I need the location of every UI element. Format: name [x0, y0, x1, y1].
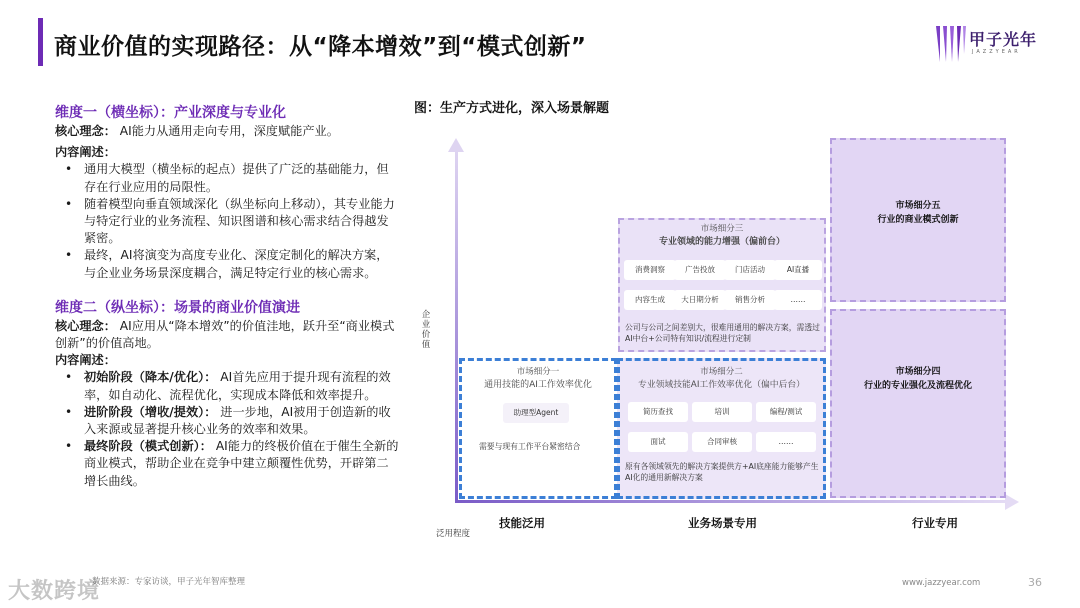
page-number: 36: [1028, 576, 1042, 589]
stage-label: 进阶阶段（增收/提效）：: [84, 404, 217, 419]
figure-title: 图：生产方式进化，深入场景解题: [414, 101, 610, 116]
chip: 面试: [628, 432, 688, 452]
stage-label: 初始阶段（降本/优化）：: [84, 370, 217, 385]
x-category-general: 技能泛用: [499, 516, 545, 530]
segment-title: 通用技能的AI工作效率优化: [484, 380, 592, 390]
market-segment-two: [617, 358, 826, 499]
chip: AI直播: [774, 260, 822, 280]
segment-title: 专业领域技能AI工作效率优化（偏中后台）: [638, 380, 805, 390]
x-axis-origin-label: 泛用程度: [436, 529, 471, 539]
chip: 门店活动: [724, 260, 776, 280]
segment-number: 市场细分五: [895, 201, 941, 211]
stage-label: 最终阶段（模式创新）：: [84, 439, 212, 454]
dimension-one-core: [55, 123, 400, 140]
chip: 助理型Agent: [503, 403, 569, 423]
list-item: • 通用大模型（横坐标的起点）提供了广泛的基础能力，但存在行业应用的局限性。: [84, 161, 400, 195]
segment-number: 市场细分一: [516, 367, 560, 377]
core-label: 核心理念：: [55, 318, 116, 333]
segment-title: 行业的商业模式创新: [877, 215, 959, 225]
dimension-two-bullets: [55, 369, 400, 489]
core-text: AI能力从通用走向专用，深度赋能产业。: [115, 124, 339, 138]
x-category-industry: 行业专用: [912, 516, 958, 530]
title-accent-bar: [38, 18, 43, 66]
stage-text: AI首先应用于提升现有流程的效率，如自动化、流程优化，实现成本降低和效率提升。: [84, 370, 391, 402]
chip: 编程/测试: [756, 402, 816, 422]
segment-note: 需要与现有工作平台紧密结合: [479, 442, 581, 451]
chip: ……: [756, 432, 816, 452]
footer-url: www.jazzyear.com: [902, 578, 981, 588]
x-axis: [455, 500, 1008, 503]
core-label: 核心理念：: [55, 124, 116, 138]
chip: 消费洞察: [624, 260, 676, 280]
chip: 培训: [692, 402, 752, 422]
market-segment-four: [830, 309, 1006, 498]
segment-number: 市场细分三: [700, 224, 744, 234]
description-label: 内容阐述：: [55, 145, 116, 160]
logo-bars-icon: [934, 24, 966, 64]
x-axis-arrowhead: [1005, 494, 1019, 510]
y-axis: [455, 150, 458, 503]
chip: 销售分析: [724, 290, 776, 310]
dimension-one-title: 维度一（横坐标）：产业深度与专业化: [55, 105, 286, 121]
segment-title: 行业的专业强化及流程优化: [863, 381, 972, 391]
x-category-business: 业务场景专用: [688, 516, 757, 530]
jazzyear-logo: [934, 24, 1046, 68]
list-item: • 随着模型向垂直领域深化（纵坐标向上移动），其专业能力与特定行业的业务流程、知识图谱和核心需求结合得越发紧密。: [84, 196, 400, 248]
chip: 内容生成: [624, 290, 676, 310]
chip: 合同审核: [692, 432, 752, 452]
list-item: • 最终，AI将演变为高度专业化、深度定制化的解决方案，与企业业务场景深度耦合，满足特定行业的核心需求。: [84, 247, 400, 281]
footer-source: 数据来源：专家访谈，甲子光年智库整理: [92, 577, 246, 587]
market-segment-three: [618, 218, 826, 352]
chip: 大日期分析: [674, 290, 726, 310]
logo-subtext: JAZZYEAR: [972, 49, 1021, 55]
list-item: [84, 369, 400, 403]
segment-note: 原有各领域领先的解决方案提供方+AI底座能力能够产生AI化的通用新解决方案: [625, 462, 819, 482]
y-axis-label: 企业价值: [421, 310, 431, 350]
description-label: 内容阐述：: [55, 353, 116, 368]
list-item: [84, 404, 400, 438]
list-item: [84, 438, 400, 490]
left-text-column: [55, 103, 400, 490]
segment-title: 专业领域的能力增强（偏前台）: [658, 237, 785, 247]
core-text: AI应用从“降本增效”的价值洼地，跃升至“商业模式创新”的价值高地。: [55, 318, 395, 351]
segment-note: 公司与公司之间差别大，很难用通用的解决方案，需透过AI中台+公司特有知识/流程进行定制: [625, 323, 820, 343]
logo-text: 甲子光年: [969, 30, 1038, 49]
dimension-two-core: [55, 318, 400, 352]
page-title: 商业价值的实现路径：从“降本增效”到“模式创新”: [54, 34, 587, 60]
dimension-one-bullets: [55, 161, 400, 281]
chip: 简历查找: [628, 402, 688, 422]
market-segment-five: [830, 138, 1006, 302]
stage-text: AI能力的终极价值在于催生全新的商业模式，帮助企业在竞争中建立颠覆性优势，开辟第二增长曲线。: [84, 439, 399, 488]
stage-text: 进一步地，AI被用于创造新的收入来源或显著提升核心业务的效率和效果。: [84, 404, 391, 437]
segment-number: 市场细分二: [700, 367, 743, 377]
chip: 广告投放: [674, 260, 726, 280]
segment-number: 市场细分四: [895, 367, 941, 377]
chip: ……: [774, 290, 822, 310]
dimension-two-title: 维度二（纵坐标）：场景的商业价值演进: [55, 299, 300, 316]
bottom-watermark-logo: 大数跨境: [8, 579, 101, 604]
market-segment-one: [459, 358, 617, 499]
